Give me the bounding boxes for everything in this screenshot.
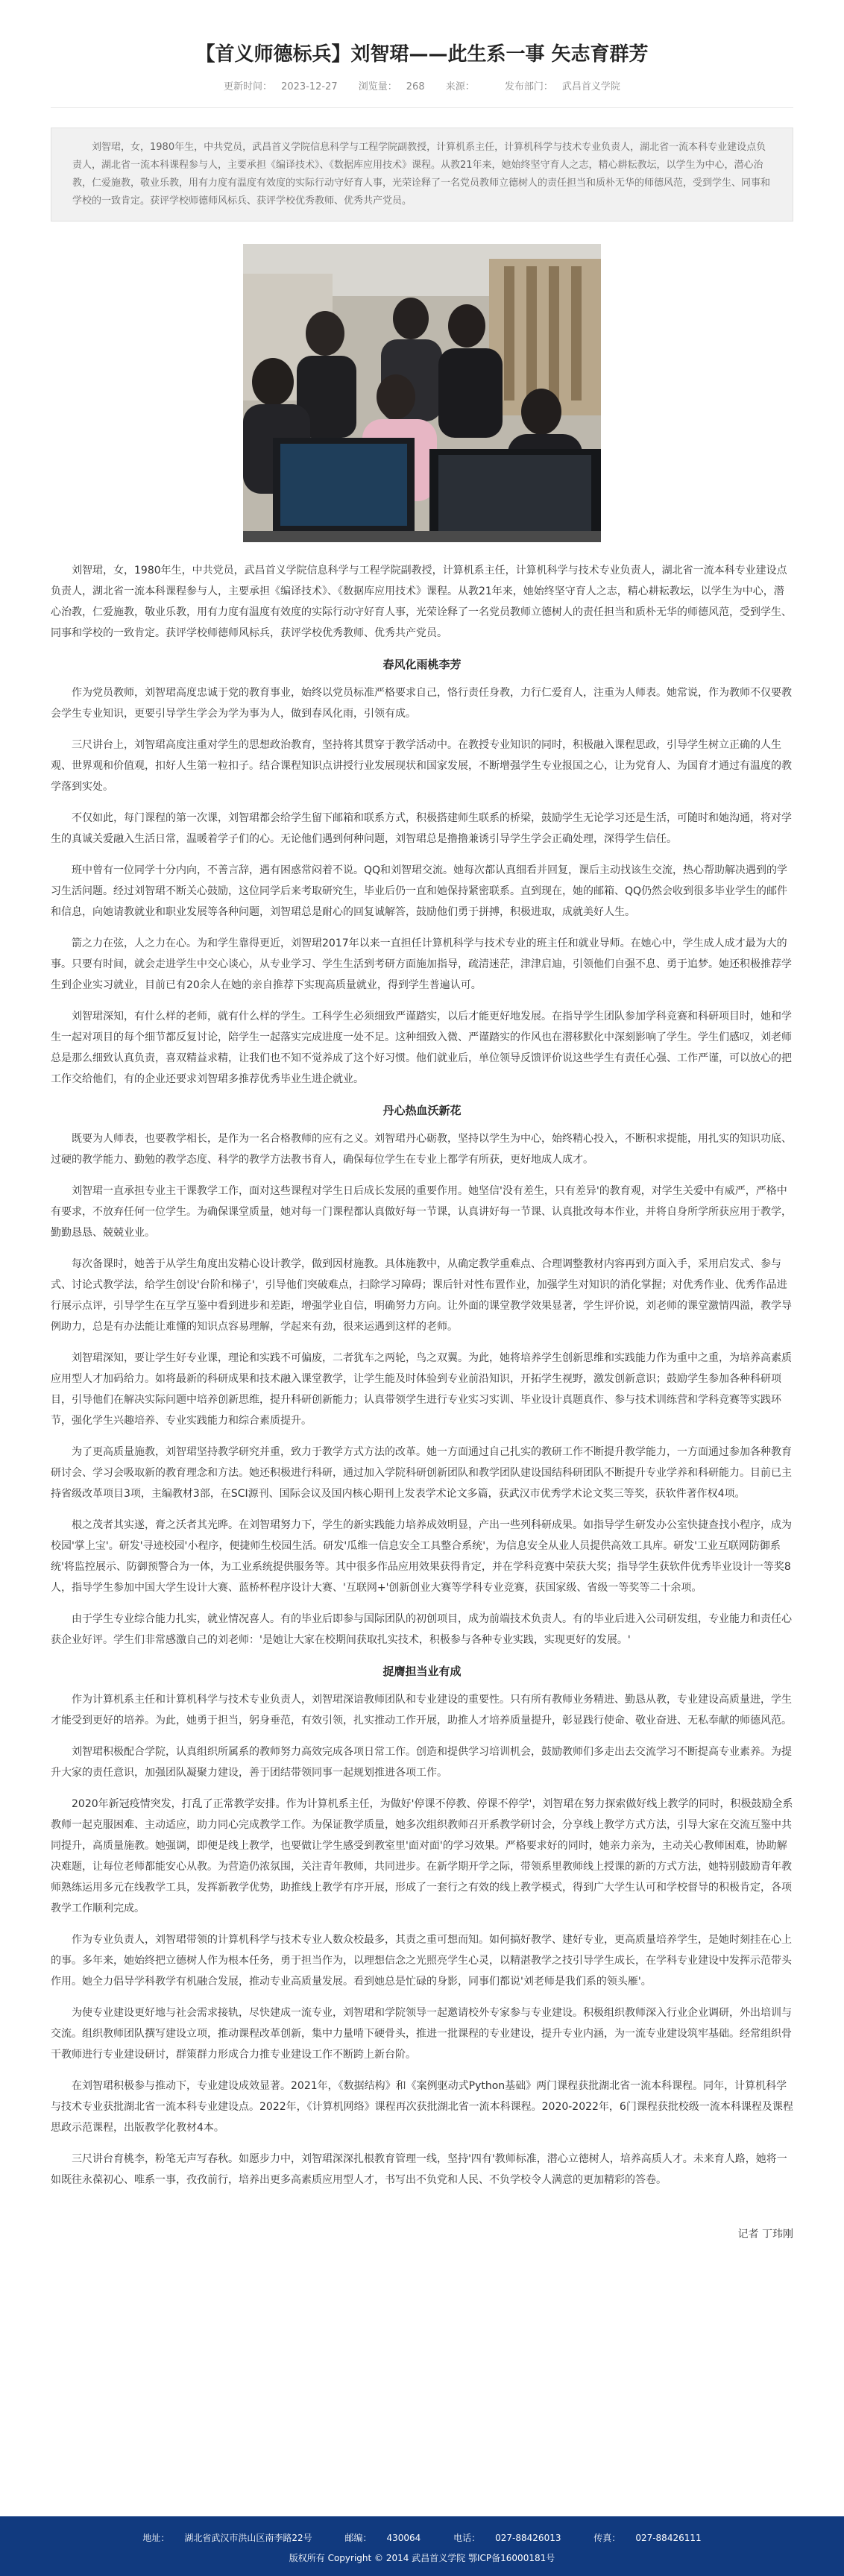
view-count: 浏览量： 268: [358, 81, 425, 92]
paragraph-group-section-3: [51, 1689, 793, 2190]
article-paragraph: 班中曾有一位同学十分内向，不善言辞，遇有困惑常闷着不说。QQ和刘智珺交流。她每次都认真细看并回复，课后主动找该生交流，热心帮助解决遇到的学习生活问题。经过刘智珺不断关心鼓励，这位同学后来考取研究生，毕业后仍一直和她保持紧密联系。直到现在，她的邮箱、QQ仍然会收到很多毕业学生的邮件和信息，向她请教就业和职业发展等各种问题，刘智珺总是耐心的回复诚解答，鼓励他们勇于拼搏，积极进取，成就美好人生。: [51, 864, 788, 918]
article-paragraph: 既要为人师表，也要教学相长，是作为一名合格教师的应有之义。刘智珺丹心砺教，坚持以学生为中心，始终精心投入，不断积求提能，用扎实的知识功底、过硬的教学能力、勤勉的教学态度、科学的教学方法教书育人，确保每位学生在专业上都学有所获，更好地成人成才。: [51, 1133, 792, 1166]
article-paragraph: 刘智珺深知，有什么样的老师，就有什么样的学生。工科学生必须细致严谨踏实，以后才能更好地发展。在指导学生团队参加学科竞赛和科研项目时，她和学生一起对项目的每个细节都反复讨论，陪学生一起落实完成进度一处不足。这种细致入微、严谨踏实的作风也在潜移默化中深刻影响了学生。学生们感叹，刘老师总是那么细致认真负责，喜双精益求精，让我们也不知不觉养成了这个好习惯。他们就业后，单位领导反馈评价说这些学生有责任心强、工作严谨，可以放心的把工作交给他们，有的企业还要求刘智珺多推荐优秀毕业生进企就业。: [51, 1011, 792, 1085]
article-paragraph: 根之茂者其实遂，膏之沃者其光晔。在刘智珺努力下，学生的新实践能力培养成效明显，产出一些列科研成果。如指导学生研发办公室快捷查找小程序，成为校园'掌上宝'。研发'寻迹校园'小程序，便捷师生校园生活。研发'瓜维一信息安全工具整合系统'，为信息安全从业人员提供高效工具库。研发'工业互联网防御系统'将监控展示、防御预警合为一体，为工业系统提供服务等。其中很多作品应用效果获得肯定，并在学科竞赛中荣获大奖；指导学生获软件优秀毕业设计一等奖8人，指导学生参加中国大学生设计大赛、蓝桥杯程序设计大赛、'互联网+'创新创业大赛等学科专业竞赛，获国家级、省级一等奖等二十余项。: [51, 1519, 792, 1594]
article-paragraph: 刘智珺一直承担专业主干课教学工作，面对这些课程对学生日后成长发展的重要作用。她坚信'没有差生，只有差异'的教育观，对学生关爱中有威严，严格中有要求，不放弃任何一位学生。为确保课堂质量，她对每一门课程都认真做好每一节课，认真讲好每一节课、认真批改每本作业，并将自身所学所获应用于教学，勤勤恳恳、兢兢业业。: [51, 1185, 792, 1239]
article-body: [51, 560, 793, 2190]
article-paragraph: 刘智珺深知，要让学生好专业课，理论和实践不可偏废，二者犹车之两轮，鸟之双翼。为此，她将培养学生创新思维和实践能力作为重中之重，为培养高素质应用型人才加码给力。如将最新的科研成果和技术融入课堂教学，让学生能及时体验到专业前沿知识，开拓学生视野，激发创新意识；鼓励学生参加各种科研项目，引导他们在解决实际问题中培养创新思维，提升科研创新能力；认真带领学生进行专业实习实训、毕业设计真题真作、参与技术训练营和学科竞赛等实践环节，强化学生兴趣培养、专业实践能力和综合素质提升。: [51, 1352, 792, 1427]
section-heading-1: 春风化雨桃李芳: [382, 658, 462, 671]
article-paragraph: 2020年新冠疫情突发，打乱了正常教学安排。作为计算机系主任，为做好'停课不停教、停课不停学'，刘智珺在努力探索做好线上教学的同时，积极鼓励全系教师一起克服困难、主动适应，助力同心完成教学工作。为保证教学质量，她多次组织教师召开系教学研讨会，分享线上教学方式方法，引导大家在交流互鉴中共同提升，高质量施教。她强调，即便是线上教学，也要做让学生感受到教室里'面对面'的学习效果。严格要求好的同时，她亲力亲为，主动关心教师困难，协助解决难题，让每位老师都能安心从教。为营造仍浓氛围，关注青年教师，共同进步。在新学期开学之际，带领系里教师线上授课的新的方式方法，她特别鼓励青年教师熟练运用多元在线教学工具，发挥新教学优势，助推线上教学有序开展，形成了一套行之有效的线上教学模式，得到广大学生认可和学校督导的积极肯定，各项教学工作顺利完成。: [51, 1798, 793, 1914]
article-paragraph: 刘智珺积极配合学院，认真组织所属系的教师努力高效完成各项日常工作。创造和提供学习培训机会，鼓励教师们多走出去交流学习不断提高专业素养。为提升大家的责任意识，加强团队凝聚力建设，善于团结带领同事一起规划推进各项工作。: [51, 1746, 792, 1779]
footer-fax: 传真： 027-88426111: [593, 2533, 702, 2543]
title-divider: [51, 107, 793, 108]
update-time: 更新时间： 2023-12-27: [224, 81, 338, 92]
article-photo: [243, 244, 601, 542]
article-paragraph: 在刘智珺积极参与推动下，专业建设成效显著。2021年，《数据结构》和《案例驱动式Python基础》两门课程获批湖北省一流本科课程。同年，计算机科学与技术专业获批湖北省一流本科专业建设点。2022年，《计算机网络》课程再次获批湖北省一流本科课程。2020-2022年，6门课程获批校级一流本科课程及课程思政示范课程，出版教学化教材4本。: [51, 2080, 793, 2134]
article-paragraph: 三尺讲台上，刘智珺高度注重对学生的思想政治教育，坚持将其贯穿于教学活动中。在教授专业知识的同时，积极融入课程思政，引导学生树立正确的人生观、世界观和价值观，扣好人生第一粒扣子。结合课程知识点讲授行业发展现状和国家发展，不断增强学生专业报国之心，让为党育人、为国育才通过有温度的教学落到实处。: [51, 739, 792, 793]
article-paragraph: 不仅如此，每门课程的第一次课，刘智珺都会给学生留下邮箱和联系方式，积极搭建师生联系的桥梁，鼓励学生无论学习还是生活，可随时和她沟通，将对学生的真诚关爱融入生活日常，温暖着学子们的心。无论他们遇到何种问题，刘智珺总是撸撸兼诱引导学生学会正确处理，深得学生信任。: [51, 812, 792, 845]
paragraph-group-intro: [51, 560, 793, 644]
article-paragraph: 每次备课时，她善于从学生角度出发精心设计教学，做到因材施教。具体施教中，从确定教学重难点、合理调整教材内容再到方面入手，采用启发式、参与式、讨论式教学法，给学生创设'台阶和梯子'，引导他们突破难点，扫除学习障碍；课后针对性布置作业，加强学生对知识的消化掌握；对优秀作业、优秀作品进行展示点评，引导学生在互学互鉴中看到进步和差距，增强学业自信，明确努力方向。让外面的课堂教学效果显著，学生评价说，刘老师的课堂激情四溢，教学导例助力，总是有办法能让难懂的知识点容易理解，学起来有劲，很来运遇到这样的老师。: [51, 1258, 792, 1333]
photo-illustration: [243, 244, 601, 542]
department: 发布部门： 武昌首义学院: [504, 81, 620, 92]
footer-copyright: 版权所有 Copyright © 2014 武昌首义学院 鄂ICP备16000181号: [289, 2553, 555, 2563]
footer-address: 地址： 湖北省武汉市洪山区南李路22号: [142, 2533, 312, 2543]
section-heading-2: 丹心热血沃新花: [382, 1104, 462, 1117]
article-paragraph: 作为专业负责人，刘智珺带领的计算机科学与技术专业人数众校最多，其责之重可想而知。如何搞好教学、建好专业，更高质量培养学生，是她时刻挂在心上的事。多年来，她始终把立德树人作为根本任务，勇于担当作为，以理想信念之光照亮学生心灵，以精湛教学之技引导学生成长，在学科专业建设中发挥示范带头作用。她全力倡导学科教学有机融合发展，推动专业高质量发展。看到她总是忙碌的身影，同事们都说'刘老师是我们系的领头雁'。: [51, 1934, 792, 1988]
article-summary: 刘智珺，女，1980年生，中共党员，武昌首义学院信息科学与工程学院副教授，计算机系主任，计算机科学与技术专业负责人，湖北省一流本科专业建设点负责人，湖北省一流本科课程参与人，主要承担《编译技术》、《数据库应用技术》课程。从教21年来，她始终坚守育人之志，精心耕耘教坛，以学生为中心，潜心治教，仁爱施教，敬业乐教，用有力度有温度有效度的实际行动守好育人事，光荣诠释了一名党员教师立德树人的责任担当和质朴无华的师德风范，受到学生、同事和学校的一致肯定。获评学校师德师风标兵、获评学校优秀教师、优秀共产党员。: [51, 128, 793, 222]
paragraph-group-section-2: [51, 1128, 793, 1650]
article-paragraph: 作为计算机系主任和计算机科学与技术专业负责人，刘智珺深谙教师团队和专业建设的重要性。只有所有教师业务精进、勤恳从教，专业建设高质量进，学生才能受到更好的培养。为此，她勇于担当，躬身垂范，有效引领，扎实推动工作开展，助推人才培养质量提升，彰显践行使命、敬业奋进、无私奉献的师德风范。: [51, 1694, 792, 1727]
page: [0, 39, 844, 2576]
article-paragraph: 为了更高质量施教，刘智珺坚持教学研究并重，致力于教学方式方法的改革。她一方面通过自己扎实的教研工作不断提升教学能力，一方面通过参加各种教育研讨会、学习会吸取新的教育理念和方法。她还积极进行科研，通过加入学院科研创新团队和教学团队建设国结科研团队不断提升专业学养和科研能力。目前已主持省级改革项目3项，主编教材3部，在SCI源刊、国际会议及国内核心期刊上发表学术论文多篇，获武汉市优秀学术论文奖三等奖，获软件著作权4项。: [51, 1446, 792, 1500]
article-paragraph: 箭之力在弦，人之力在心。为和学生靠得更近，刘智珺2017年以来一直担任计算机科学与技术专业的班主任和就业导师。在她心中，学生成人成才最为大的事。只要有时间，就会走进学生中交心谈心，从专业学习、学生生活到考研方面施加指导，疏清迷茫，津津启迪，引领他们自强不息、勇于追梦。她还积极推荐学生到企业实习就业，目前已有20余人在她的亲自推荐下实现高质量就业，得到学生普遍认可。: [51, 937, 792, 991]
section-heading-3: 捉膺担当业有成: [382, 1665, 462, 1678]
source: 来源：: [445, 81, 475, 92]
article-paragraph: 刘智珺，女，1980年生，中共党员，武昌首义学院信息科学与工程学院副教授，计算机系主任，计算机科学与技术专业负责人，湖北省一流本科专业建设点负责人，湖北省一流本科课程参与人，主要承担《编译技术》、《数据库应用技术》课程。从教21年来，她始终坚守育人之志，精心耕耘教坛，以学生为中心，潜心治教，仁爱施教，敬业乐教，用有力度有温度有效度的实际行动守好育人事，光荣诠释了一名党员教师立德树人的责任担当和质朴无华的师德风范，受到学生、同事和学校的一致肯定。获评学校师德师风标兵，获评学校优秀教师、优秀共产党员。: [51, 565, 792, 639]
article-title: 【首义师德标兵】刘智珺——此生系一事 矢志育群芳: [195, 43, 649, 66]
article-paragraph: 三尺讲台育桃李，粉笔无声写春秋。如愿步力中，刘智珺深深扎根教育管理一线，坚持'四有'教师标准，潜心立德树人，培养高质人才。未来育人路，她将一如既往永葆初心、唯系一事，孜孜前行，培养出更多高素质应用型人才，书写出不负党和人民、不负学校令人满意的更加精彩的答卷。: [51, 2153, 787, 2186]
article-paragraph: 作为党员教师，刘智珺高度忠诚于党的教育事业，始终以党员标准严格要求自己，恪行责任身教，力行仁爱育人，注重为人师表。她常说，作为教师不仅要教会学生专业知识，更要引导学生学会为学为事为人，做到春风化雨，引领有成。: [51, 687, 792, 720]
footer-phone: 电话： 027-88426013: [453, 2533, 561, 2543]
article-paragraph: 为使专业建设更好地与社会需求接轨，尽快建成一流专业，刘智珺和学院领导一起邀请校外专家参与专业建设。积极组织教师深入行业企业调研，外出培训与交流。组织教师团队撰写建设立项，推动课程改革创新，集中力量啃下硬骨头，推进一批课程的专业建设，提升专业内涵，为一流专业建设筑牢基础。经常组织骨干教师进行专业建设研讨，群策群力形成合力推专业建设工作不断跨上新台阶。: [51, 2007, 792, 2061]
paragraph-group-section-1: [51, 682, 793, 1090]
article-author: 记者 丁玮刚: [737, 2228, 793, 2240]
footer-postcode: 邮编： 430064: [344, 2533, 421, 2543]
footer-contact: [0, 2516, 844, 2544]
article-meta: [0, 78, 844, 92]
site-footer: [0, 2516, 844, 2576]
article-paragraph: 由于学生专业综合能力扎实，就业情况喜人。有的毕业后即参与国际团队的初创项目，成为前端技术负责人。有的毕业后进入公司研发组，专业能力和责任心获企业好评。学生们非常感激自己的刘老师：'是她让大家在校期间获取扎实技术，积极参与各种专业实践，实现更好的发展。': [51, 1613, 792, 1646]
